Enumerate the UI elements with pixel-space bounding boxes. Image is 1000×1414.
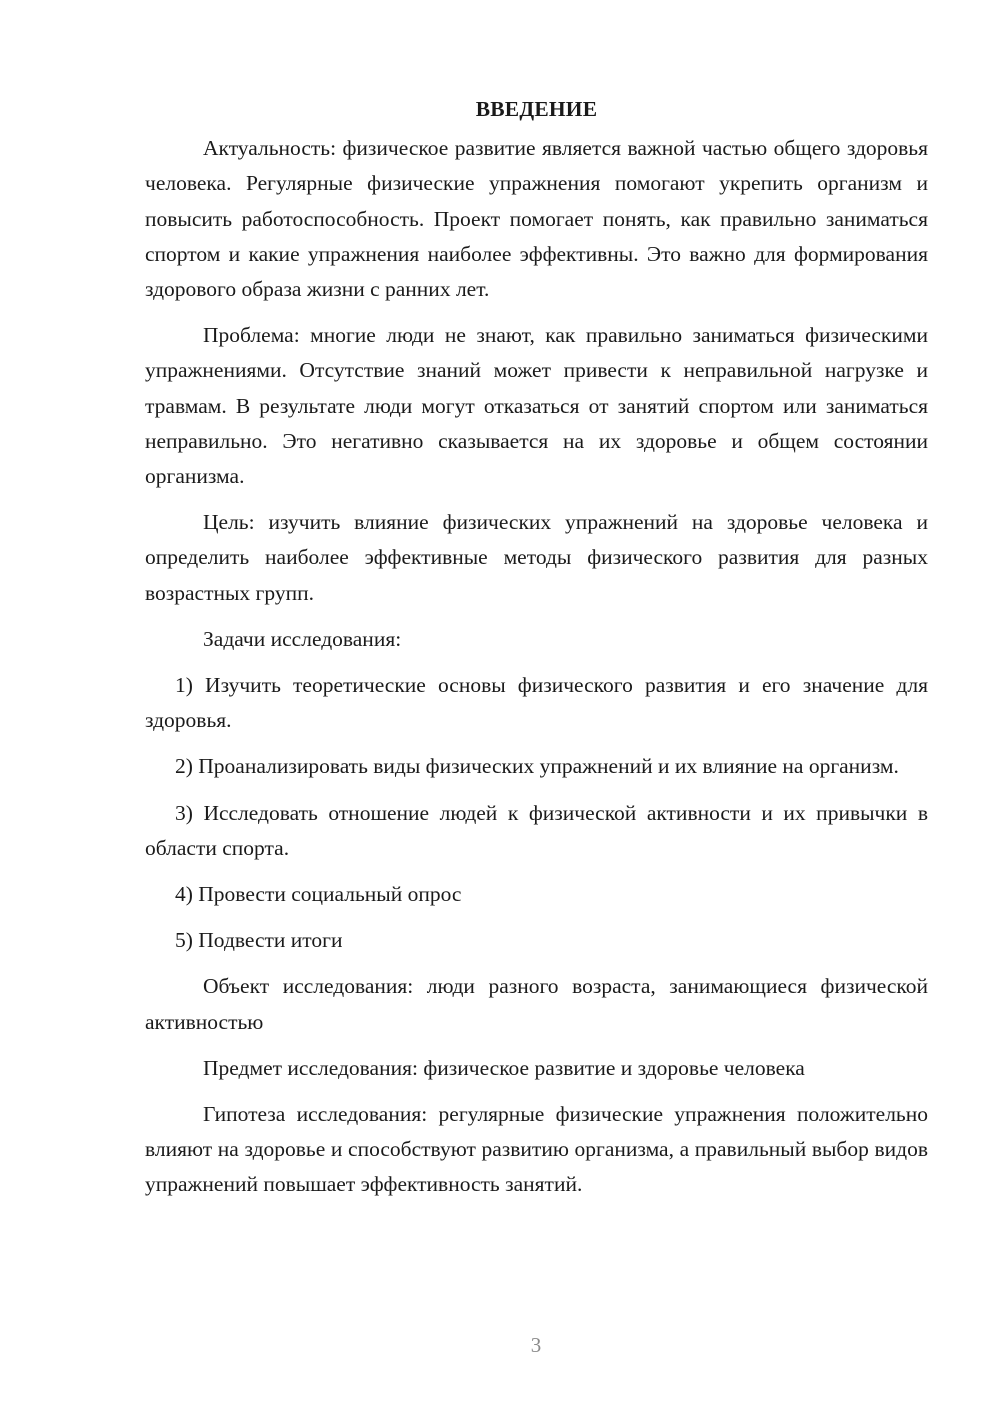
task-item: 2) Проанализировать виды физических упражнений и их влияние на организм. (175, 754, 899, 779)
relevance-paragraph: Актуальность: физическое развитие является важной частью общего здоровья человека. Регулярные физические упражнения помогают укрепить организм и повысить работоспособность. Проект помогает понять, как правильно заниматься спортом и какие упражнения наиболее эффективны. Это важно для формирования здорового образа жизни с ранних лет. (145, 136, 928, 302)
section-heading: ВВЕДЕНИЕ (475, 97, 598, 121)
page-number: 3 (530, 1333, 542, 1357)
task-item: 4) Провести социальный опрос (175, 882, 462, 907)
tasks-title: Задачи исследования: (203, 626, 402, 651)
task-item: 1) Изучить теоретические основы физического развития и его значение для здоровья. (145, 673, 928, 733)
problem-paragraph: Проблема: многие люди не знают, как правильно заниматься физическими упражнениями. Отсутствие знаний может привести к неправильной нагрузке и травмам. В результате люди могут отказаться от занятий спортом или заниматься неправильно. Это негативно сказывается на их здоровье и общем состоянии организма. (145, 323, 928, 489)
goal-paragraph: Цель: изучить влияние физических упражнений на здоровье человека и определить наиболее эффективные методы физического развития для разных возрастных групп. (145, 510, 928, 605)
task-item: 5) Подвести итоги (175, 928, 343, 953)
object-paragraph: Объект исследования: люди разного возраста, занимающиеся физической активностью (145, 974, 928, 1034)
subject-paragraph: Предмет исследования: физическое развитие и здоровье человека (203, 1055, 805, 1080)
page-content (145, 92, 928, 1214)
hypothesis-paragraph: Гипотеза исследования: регулярные физические упражнения положительно влияют на здоровье и способствуют развитию организма, а правильный выбор видов упражнений повышает эффективность занятий. (145, 1102, 928, 1197)
task-item: 3) Исследовать отношение людей к физической активности и их привычки в области спорта. (145, 800, 928, 860)
